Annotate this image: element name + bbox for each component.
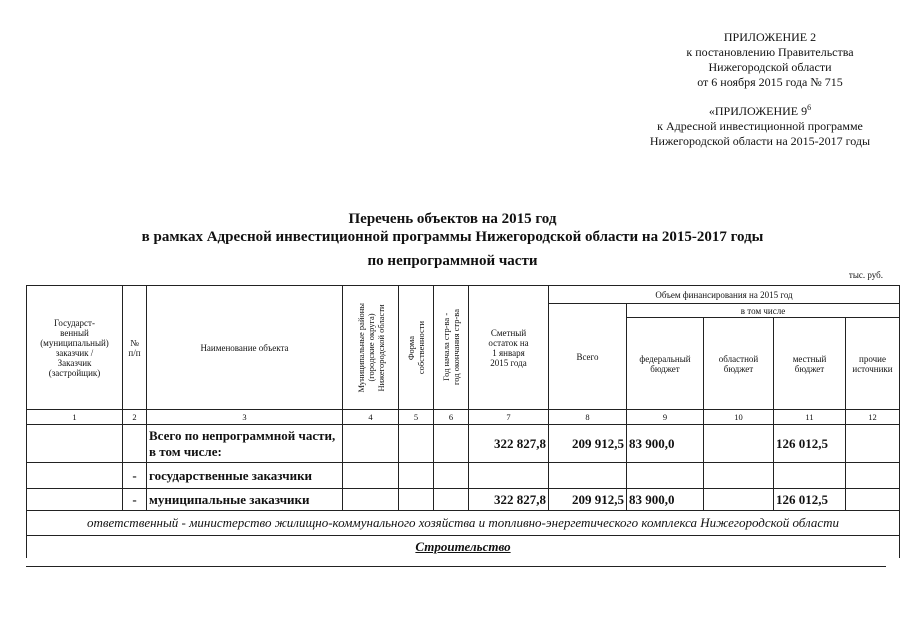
column-number: 7 <box>469 410 549 425</box>
row-total: 209 912,5 <box>549 425 627 463</box>
row-number: - <box>123 489 147 511</box>
row-federal: 83 900,0 <box>627 425 704 463</box>
row-name: Всего по непрограммной части, в том числе: <box>147 425 343 463</box>
section-title: Строительство <box>415 539 511 554</box>
row-local: 126 012,5 <box>774 425 846 463</box>
column-number: 2 <box>123 410 147 425</box>
table-row-state <box>27 463 900 489</box>
section-row <box>27 536 900 559</box>
column-number: 1 <box>27 410 123 425</box>
appendix-line: Нижегородской области <box>708 60 832 74</box>
row-other <box>846 425 900 463</box>
column-number: 10 <box>704 410 774 425</box>
appendix-title: «ПРИЛОЖЕНИЕ $9^6$ <box>708 103 812 118</box>
row-total: 209 912,5 <box>549 489 627 511</box>
header-object-name: Наименование объекта <box>147 286 343 410</box>
row-other <box>846 463 900 489</box>
header-customer: Государст- венный (муниципальный) заказчик / Заказчик (застройщик) <box>27 286 123 410</box>
column-number: 3 <box>147 410 343 425</box>
header-financing: Объем финансирования на 2015 год <box>549 286 900 304</box>
appendix-line: к Адресной инвестиционной программе <box>657 119 863 133</box>
responsible-row <box>27 511 900 536</box>
row-local <box>774 463 846 489</box>
row-federal <box>627 463 704 489</box>
row-estimate: 322 827,8 <box>469 425 549 463</box>
table-bottom-line <box>26 566 886 567</box>
appendix-line: к постановлению Правительства <box>686 45 854 59</box>
appendix-header-2 <box>635 100 885 149</box>
row-total <box>549 463 627 489</box>
header-number: № п/п <box>123 286 147 410</box>
appendix-title: ПРИЛОЖЕНИЕ 2 <box>723 30 817 44</box>
appendix-date: от 6 ноября 2015 года № 715 <box>697 75 843 89</box>
column-number: 12 <box>846 410 900 425</box>
responsible-text: ответственный - министерство жилищно-коммунального хозяйства и топливно-энергетического комплекса Нижегородской области <box>27 511 900 536</box>
document-title: Перечень объектов на 2015 год <box>348 211 557 227</box>
row-regional <box>704 489 774 511</box>
appendix-line: Нижегородской области на 2015-2017 годы <box>649 134 871 148</box>
appendix-header-1 <box>655 30 885 90</box>
header-estimate: Сметный остаток на 1 января 2015 года <box>469 286 549 410</box>
row-regional <box>704 463 774 489</box>
column-number: 8 <box>549 410 627 425</box>
header-federal: федеральный бюджет <box>627 318 704 410</box>
row-federal: 83 900,0 <box>627 489 704 511</box>
row-name: государственные заказчики <box>147 463 343 489</box>
column-number: 11 <box>774 410 846 425</box>
document-subtitle: в рамках Адресной инвестиционной программы Нижегородской области на 2015-2017 годы <box>141 229 764 245</box>
header-local: местный бюджет <box>774 318 846 410</box>
header-total: Всего <box>549 304 627 410</box>
header-districts: Муниципальные районы (городские округа) Нижегородской области <box>343 286 399 410</box>
document-section-title: по непрограммной части <box>367 253 538 269</box>
row-number <box>123 425 147 463</box>
table-row-municipal <box>27 489 900 511</box>
objects-table <box>26 285 900 558</box>
row-estimate <box>469 463 549 489</box>
header-ownership-form: Форма собственности <box>399 286 434 410</box>
row-estimate: 322 827,8 <box>469 489 549 511</box>
row-local: 126 012,5 <box>774 489 846 511</box>
row-number: - <box>123 463 147 489</box>
header-other: прочие источники <box>846 318 900 410</box>
column-number: 9 <box>627 410 704 425</box>
column-number: 5 <box>399 410 434 425</box>
header-construction-years: Год начала стр-ва - год окончания стр-ва <box>434 286 469 410</box>
column-number: 6 <box>434 410 469 425</box>
table-row-total <box>27 425 900 463</box>
row-name: муниципальные заказчики <box>147 489 343 511</box>
column-number: 4 <box>343 410 399 425</box>
header-regional: областной бюджет <box>704 318 774 410</box>
unit-label: тыс. руб. <box>848 270 883 280</box>
header-including: в том числе <box>627 304 900 318</box>
row-regional <box>704 425 774 463</box>
row-other <box>846 489 900 511</box>
column-numbers-row <box>27 410 900 425</box>
